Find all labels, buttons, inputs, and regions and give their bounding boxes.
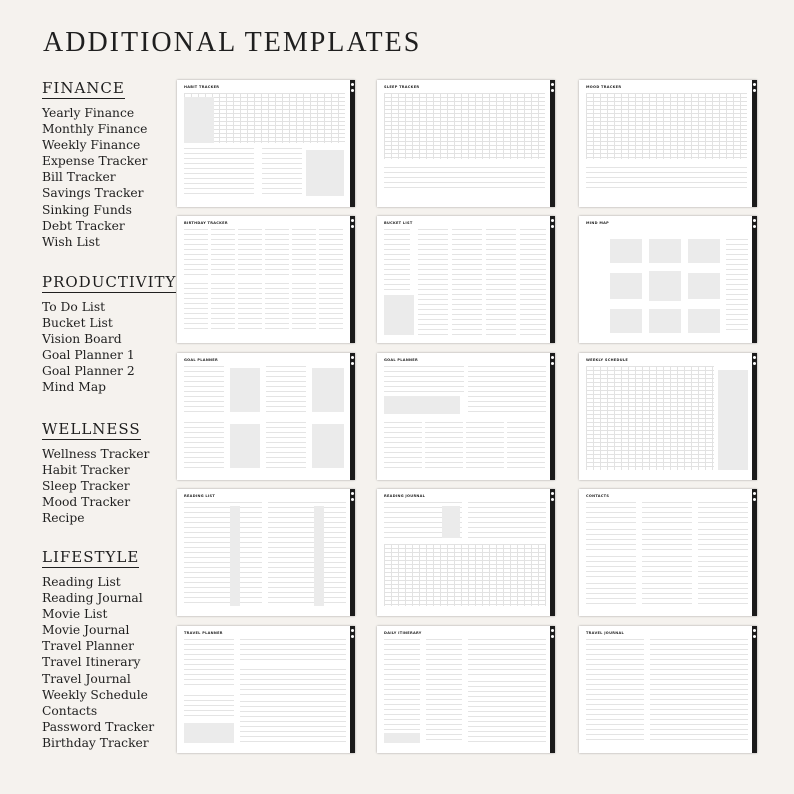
template-thumbnail xyxy=(579,489,757,616)
journal-lines xyxy=(650,639,748,743)
month-column xyxy=(319,229,343,275)
side-tab-strip xyxy=(550,80,555,207)
list-lines xyxy=(520,229,546,337)
itinerary-lines xyxy=(468,681,546,743)
side-tab-strip xyxy=(550,626,555,753)
thumbnail-body xyxy=(586,366,747,472)
contact-lines xyxy=(698,556,748,578)
section-list xyxy=(42,574,154,751)
month-column xyxy=(184,229,208,275)
list-item: Habit Tracker xyxy=(42,463,130,478)
template-thumbnail xyxy=(579,626,757,753)
rating-column xyxy=(314,506,324,606)
section-list xyxy=(42,299,176,396)
goal-box xyxy=(384,396,460,414)
contact-lines xyxy=(586,502,636,524)
section-heading: FINANCE xyxy=(42,79,125,97)
contact-lines xyxy=(642,556,692,578)
side-tab-strip xyxy=(350,80,355,207)
thumbnail-title: DAILY ITINERARY xyxy=(384,631,422,635)
thumbnail-body xyxy=(586,639,747,745)
template-thumbnail xyxy=(377,489,555,616)
month-column xyxy=(319,283,343,331)
template-thumbnail xyxy=(177,626,355,753)
section-lifestyle xyxy=(42,547,154,751)
shaded-box xyxy=(384,295,414,335)
template-thumbnail xyxy=(177,216,355,343)
itinerary-lines xyxy=(468,639,546,675)
list-item: Bucket List xyxy=(42,316,113,331)
list-item: Weekly Finance xyxy=(42,138,141,153)
list-lines xyxy=(384,229,410,291)
thumbnail-body xyxy=(384,639,545,745)
thumbnail-title: WEEKLY SCHEDULE xyxy=(586,358,629,362)
list-item: Travel Planner xyxy=(42,639,135,654)
travel-lines xyxy=(240,669,346,695)
travel-lines xyxy=(184,639,234,689)
goal-box xyxy=(230,424,260,468)
list-item: Debt Tracker xyxy=(42,218,125,233)
thumbnail-body xyxy=(384,229,545,335)
list-item: Travel Journal xyxy=(42,671,131,686)
list-item: Bill Tracker xyxy=(42,170,116,185)
template-thumbnail xyxy=(177,80,355,207)
side-tab-strip xyxy=(752,216,757,343)
contact-lines xyxy=(642,502,692,524)
template-thumbnail xyxy=(177,353,355,480)
side-tab-strip xyxy=(752,626,757,753)
mind-node xyxy=(688,239,720,263)
goal-lines xyxy=(468,366,546,414)
step-column xyxy=(425,422,463,468)
list-item: Wellness Tracker xyxy=(42,447,150,461)
thumbnail-title: BUCKET LIST xyxy=(384,221,413,225)
schedule-grid xyxy=(586,366,714,470)
thumbnail-body xyxy=(384,366,545,472)
cover-box xyxy=(442,506,460,538)
list-lines xyxy=(268,502,346,606)
thumbnail-body xyxy=(384,502,545,608)
contact-lines xyxy=(586,556,636,578)
thumbnail-body xyxy=(586,93,747,199)
list-lines xyxy=(486,229,516,337)
section-list xyxy=(42,446,149,526)
thumbnail-body xyxy=(184,229,345,335)
section-heading: WELLNESS xyxy=(42,420,141,438)
goal-lines xyxy=(184,422,224,468)
list-lines xyxy=(418,229,448,337)
list-item: Movie List xyxy=(42,607,108,622)
list-item: Reading List xyxy=(42,575,121,589)
thumbnail-title: GOAL PLANNER xyxy=(384,358,418,362)
side-tab-strip xyxy=(752,353,757,480)
notes-box xyxy=(718,370,748,470)
rating-column xyxy=(230,506,240,606)
section-finance xyxy=(42,78,147,250)
mind-node xyxy=(610,239,642,263)
thumbnail-body xyxy=(184,366,345,472)
template-thumbnail xyxy=(377,216,555,343)
list-item: Goal Planner 1 xyxy=(42,348,135,363)
mind-node xyxy=(688,273,720,299)
thumbnail-title: TRAVEL JOURNAL xyxy=(586,631,624,635)
thumbnail-title: MIND MAP xyxy=(586,221,609,225)
template-thumbnail xyxy=(377,80,555,207)
month-column xyxy=(211,229,235,275)
contact-lines xyxy=(586,583,636,605)
thumbnail-body xyxy=(586,502,747,608)
goal-box xyxy=(312,368,344,412)
template-thumbnail xyxy=(377,353,555,480)
tracker-grid xyxy=(384,93,545,159)
thumbnail-title: CONTACTS xyxy=(586,494,610,498)
goal-lines xyxy=(184,366,224,412)
legend-area xyxy=(384,167,545,189)
contact-lines xyxy=(698,529,748,551)
time-lines xyxy=(384,639,420,743)
thumbnail-title: GOAL PLANNER xyxy=(184,358,218,362)
step-column xyxy=(466,422,504,468)
list-item: Travel Itinerary xyxy=(42,655,141,670)
contact-lines xyxy=(642,583,692,605)
thumbnail-title: READING LIST xyxy=(184,494,216,498)
notes-lines xyxy=(262,148,302,196)
shaded-column xyxy=(184,97,214,143)
travel-lines xyxy=(240,701,346,743)
side-tab-strip xyxy=(752,489,757,616)
list-item: Monthly Finance xyxy=(42,122,148,137)
contact-lines xyxy=(698,502,748,524)
journal-grid xyxy=(384,544,546,606)
month-column xyxy=(184,283,208,331)
time-lines xyxy=(426,639,462,743)
mind-node xyxy=(649,239,681,263)
goal-box xyxy=(230,368,260,412)
month-column xyxy=(265,283,289,331)
thumbnail-title: MOOD TRACKER xyxy=(586,85,622,89)
goal-lines xyxy=(266,366,306,412)
month-column xyxy=(238,283,262,331)
list-item: Wish List xyxy=(42,234,100,249)
side-tab-strip xyxy=(550,216,555,343)
section-list xyxy=(42,105,147,250)
side-tab-strip xyxy=(752,80,757,207)
notes-lines xyxy=(184,148,254,196)
thumbnail-body xyxy=(184,639,345,745)
tracker-grid xyxy=(586,93,747,159)
thumbnail-title: TRAVEL PLANNER xyxy=(184,631,223,635)
list-item: Movie Journal xyxy=(42,623,130,638)
contact-lines xyxy=(586,529,636,551)
thumbnail-body xyxy=(384,93,545,199)
thumbnail-body xyxy=(586,229,747,335)
month-column xyxy=(292,283,316,331)
template-thumbnail xyxy=(579,216,757,343)
list-item: Yearly Finance xyxy=(42,106,135,120)
side-tab-strip xyxy=(350,353,355,480)
list-item: Savings Tracker xyxy=(42,186,144,201)
legend-area xyxy=(586,167,747,189)
travel-lines xyxy=(240,639,346,663)
list-item: Reading Journal xyxy=(42,591,143,606)
step-column xyxy=(507,422,545,468)
goal-box xyxy=(312,424,344,468)
list-item: Expense Tracker xyxy=(42,154,148,169)
shaded-box xyxy=(384,733,420,743)
thumbnail-body xyxy=(184,93,345,199)
mind-node xyxy=(688,309,720,333)
side-tab-strip xyxy=(350,489,355,616)
list-lines xyxy=(452,229,482,337)
mind-center xyxy=(649,271,681,301)
list-item: Goal Planner 2 xyxy=(42,364,135,379)
notes-lines xyxy=(726,239,748,333)
journal-lines xyxy=(468,502,546,538)
list-item: Sinking Funds xyxy=(42,202,132,217)
goal-lines xyxy=(384,366,464,396)
list-item: Password Tracker xyxy=(42,719,155,734)
template-thumbnails xyxy=(177,80,757,754)
month-column xyxy=(238,229,262,275)
side-tab-strip xyxy=(350,216,355,343)
shaded-box xyxy=(184,723,234,743)
thumbnail-title: READING JOURNAL xyxy=(384,494,426,498)
template-thumbnail xyxy=(579,80,757,207)
contact-lines xyxy=(698,583,748,605)
list-item: Birthday Tracker xyxy=(42,735,149,750)
mind-node xyxy=(649,309,681,333)
month-column xyxy=(265,229,289,275)
list-item: Recipe xyxy=(42,511,85,526)
side-tab-strip xyxy=(550,489,555,616)
step-column xyxy=(384,422,422,468)
list-item: Mood Tracker xyxy=(42,495,131,510)
list-item: Contacts xyxy=(42,703,98,718)
goal-lines xyxy=(266,422,306,468)
journal-lines xyxy=(586,639,644,743)
mind-node xyxy=(610,309,642,333)
thumbnail-title: HABIT TRACKER xyxy=(184,85,220,89)
template-thumbnail xyxy=(377,626,555,753)
list-item: Weekly Schedule xyxy=(42,687,148,702)
month-column xyxy=(211,283,235,331)
list-lines xyxy=(184,502,262,606)
section-productivity xyxy=(42,272,176,396)
template-thumbnail xyxy=(579,353,757,480)
page-title: ADDITIONAL TEMPLATES xyxy=(43,27,422,58)
list-item: Mind Map xyxy=(42,380,107,395)
list-item: Vision Board xyxy=(42,332,122,347)
list-item: Sleep Tracker xyxy=(42,479,130,494)
contact-lines xyxy=(642,529,692,551)
shaded-box xyxy=(306,150,344,196)
travel-lines xyxy=(184,695,234,719)
month-column xyxy=(292,229,316,275)
thumbnail-body xyxy=(184,502,345,608)
thumbnail-title: BIRTHDAY TRACKER xyxy=(184,221,228,225)
mind-node xyxy=(610,273,642,299)
thumbnail-title: SLEEP TRACKER xyxy=(384,85,420,89)
list-item: To Do List xyxy=(42,300,106,314)
side-tab-strip xyxy=(350,626,355,753)
section-heading: LIFESTYLE xyxy=(42,548,140,566)
side-tab-strip xyxy=(550,353,555,480)
template-thumbnail xyxy=(177,489,355,616)
section-wellness xyxy=(42,419,149,526)
section-heading: PRODUCTIVITY xyxy=(42,273,177,291)
